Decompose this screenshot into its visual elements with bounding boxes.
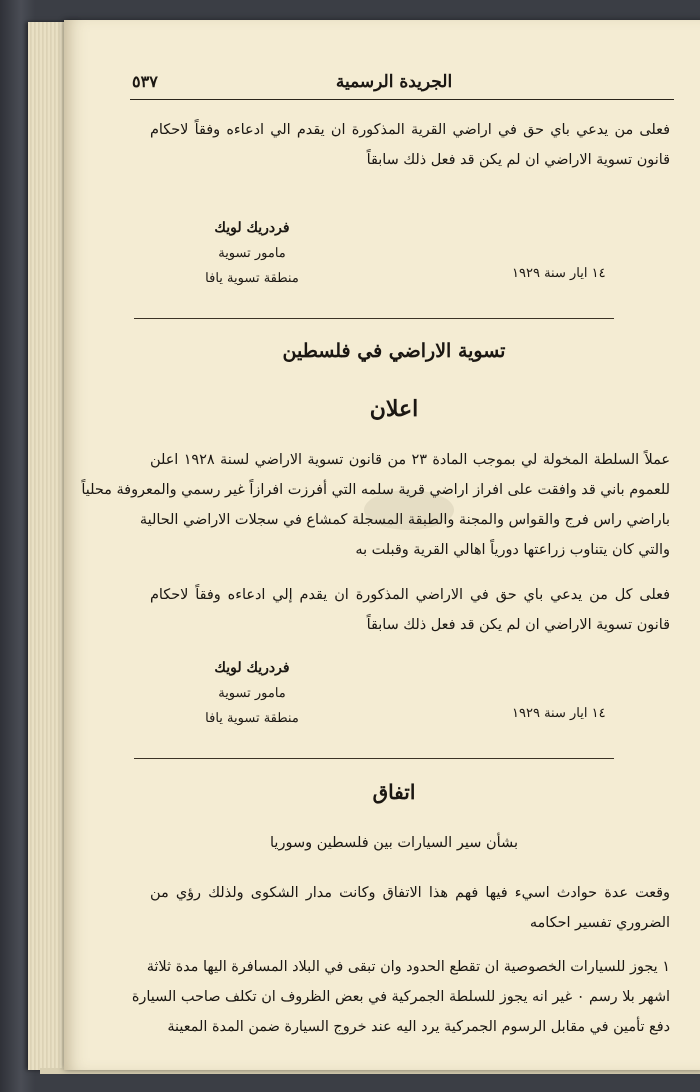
page-number: ٥٣٧ [132,72,158,91]
agreement-clause-1 [131,952,670,1042]
agreement-title: اتفاق [372,780,416,804]
agreement-line: اشهر بلا رسم ٠ غير انه يجوز للسلطة الجمركية في بعض الظروف ان تكلف صاحب السيارة [131,989,670,1005]
notice-line: للعموم باني قد وافقت على افراز اراضي قرية سلمه التي أفرزت افرازاً غير رسمي والمعروفة محلياً [81,482,670,498]
section-date: ١٤ ايار سنة ١٩٢٩ [512,706,606,721]
block1-paragraph [150,115,670,175]
signatory-name: فردريك لويك [214,660,290,676]
section-title: تسوية الاراضي في فلسطين [282,340,506,362]
signatory-title: مامور تسوية [218,686,286,701]
notice-line: باراضي راس فرج والقواس والمجنة والطبقة المسجلة كمشاع في سجلات الاراضي الحالية [139,512,670,528]
notice-line: فعلى كل من يدعي باي حق في الاراضي المذكورة ان يقدم إلي ادعاءه وفقاً لاحكام [150,587,670,603]
notice-line: قانون تسوية الاراضي ان لم يكن قد فعل ذلك سابقاً [366,617,670,633]
agreement-line: وقعت عدة حوادث اسيء فيها فهم هذا الاتفاق وكانت مدار الشكوى ولذلك رؤي من [150,885,670,901]
agreement-line: دفع تأمين في مقابل الرسوم الجمركية يرد اليه عند خروج السيارة ضمن المدة المعينة [167,1019,670,1035]
agreement-intro [150,878,670,938]
signatory-title: مامور تسوية [218,246,286,261]
section-divider [134,758,614,759]
notice-paragraph-2 [150,580,670,640]
section-divider [134,318,614,319]
block1-signature [204,216,300,291]
gazette-title: الجريدة الرسمية [335,72,453,92]
signatory-name: فردريك لويك [214,220,290,236]
section-signature [204,656,300,731]
notice-paragraph-1 [81,445,670,565]
notice-line: والتي كان يتناوب زراعتها دورياً اهالي القرية وقبلت به [355,542,670,558]
notice-line: عملاً السلطة المخولة لي بموجب المادة ٢٣ من قانون تسوية الاراضي لسنة ١٩٢٨ اعلن [150,452,670,468]
notice-title: اعلان [369,396,419,422]
gazette-page [64,20,700,1070]
block1-line: قانون تسوية الاراضي ان لم يكن قد فعل ذلك سابقاً [366,152,670,168]
agreement-line: الضروري تفسير احكامه [529,915,670,931]
header-rule [130,99,674,100]
signatory-area: منطقة تسوية يافا [205,711,299,726]
agreement-subtitle: بشأن سير السيارات بين فلسطين وسوريا [270,835,518,851]
signatory-area: منطقة تسوية يافا [205,271,299,286]
agreement-line: ١ يجوز للسيارات الخصوصية ان تقطع الحدود وان تبقى في البلاد المسافرة اليها مدة ثلاثة [146,959,670,975]
block1-line: فعلى من يدعي باي حق في اراضي القرية المذكورة ان يقدم الي ادعاءه وفقاً لاحكام [150,122,670,138]
page-header [114,72,674,96]
block1-date: ١٤ ايار سنة ١٩٢٩ [512,266,606,281]
